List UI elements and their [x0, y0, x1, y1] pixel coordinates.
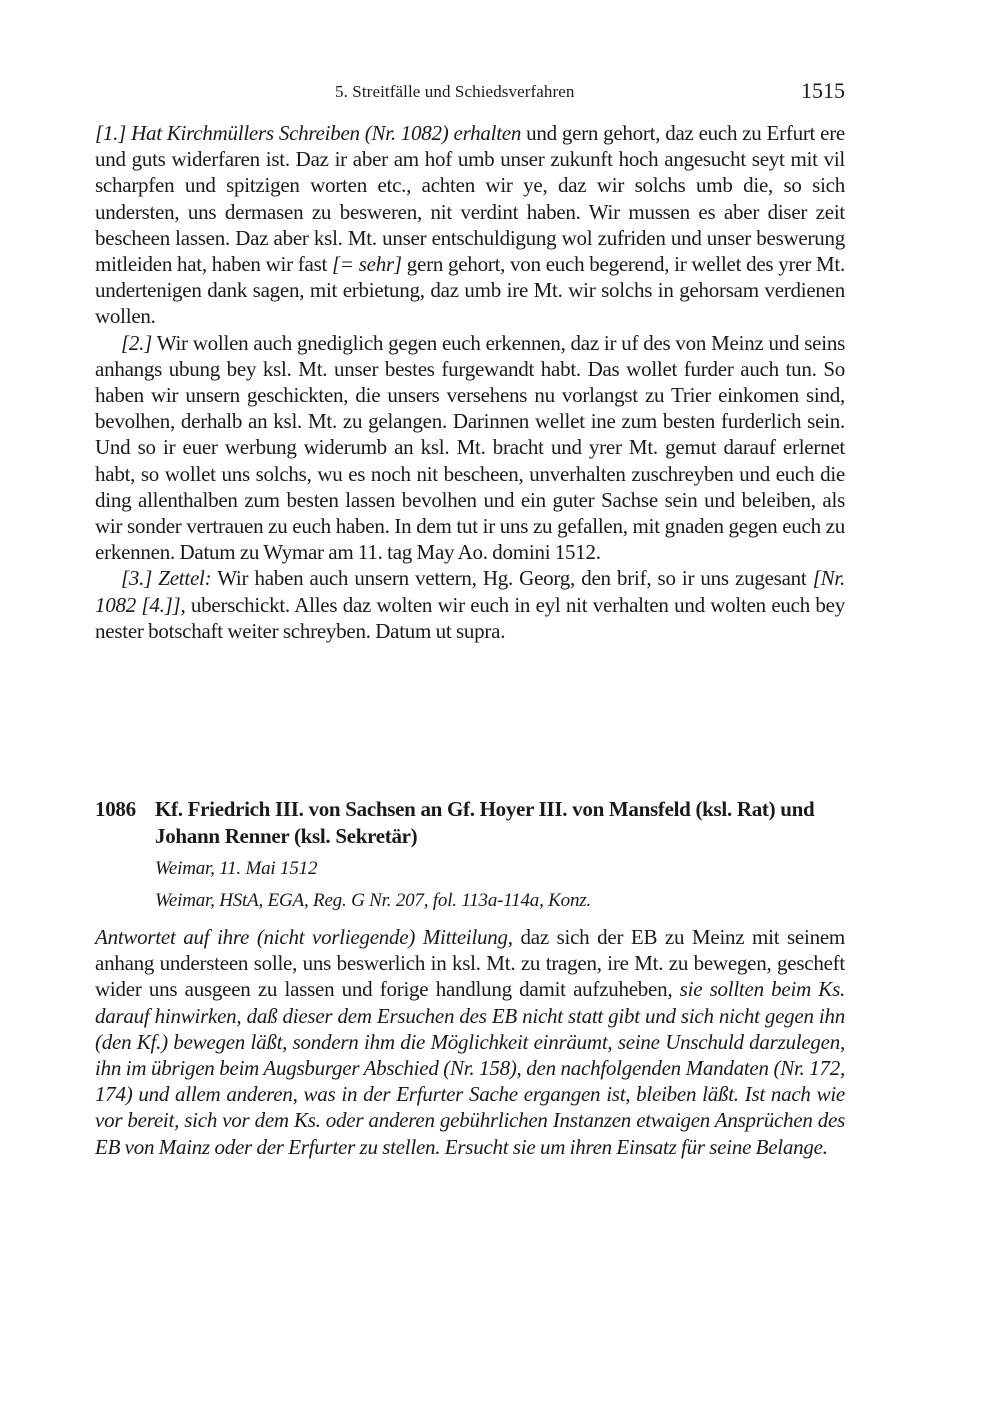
paragraph-3-text-b: , uberschickt. Alles daz wolten wir euch in eyl nit verhalten und wolten euch bey nester botschaft weiter schreyben. Datum ut supra. — [95, 592, 845, 643]
regest-italic-rest: , sie sollten beim Ks. darauf hinwirken, daß dieser dem Ersuchen des EB nicht statt gibt und sich nicht gegen ihn (den Kf.) bewegen läßt, sondern ihm die Möglichkeit einräumt, seine Unschuld darzulegen, ihn im übrigen beim Augsburger Abschied (Nr. 158), den nachfolgenden Mandaten (Nr. 172, 174) und allem anderen, was in der Erfurter Sache ergangen ist, bleiben läßt. Ist nach wie vor bereit, sich vor dem Ks. oder anderen gebührlichen Instanzen etwaigen Ansprüchen des EB von Mainz oder der Erfurter zu stellen. Ersucht sie um ihren Einsatz für seine Belange. — [95, 977, 845, 1159]
document-source: Weimar, HStA, EGA, Reg. G Nr. 207, fol. 113a-114a, Konz. — [155, 890, 591, 911]
paragraph-2-italic-lead: [2.] — [121, 330, 153, 355]
document-regest — [95, 924, 845, 1160]
paragraph-3-italic-lead: [3.] Zettel: — [121, 566, 212, 591]
paragraph-2 — [95, 330, 845, 566]
page-number: 1515 — [801, 78, 845, 103]
letter-continuation — [95, 120, 845, 644]
paragraph-1-text-a: und gern gehort, daz euch zu Erfurt ere und guts widerfaren ist. Daz ir aber am hof umb unser zukunft hoch angesucht seyt mit vil scharpfen und spitzigen worten etc., achten wir ye, daz wir solchs umb die, so sich understen, uns dermasen zu besweren, nit verdint haben. Wir mussen es aber diser zeit bescheen lassen. Daz aber ksl. Mt. unser entschuldigung wol zufriden und unser beswerung mitleiden hat, haben wir fast — [95, 121, 846, 277]
paragraph-1-text-b: gern gehort, von euch begerend, ir wellet des yrer Mt. undertenigen dank sagen, mit erbietung, daz umb ire Mt. wir solchs in gehorsam verdienen wollen. — [95, 252, 845, 329]
regest-italic-lead: Antwortet auf ihre (nicht vorliegende) Mitteilung, — [95, 925, 513, 949]
document-heading — [95, 796, 845, 849]
cross-reference: [Nr. 1082 [4.]] — [95, 566, 845, 617]
document-title: Kf. Friedrich III. von Sachsen an Gf. Hoyer III. von Mansfeld (ksl. Rat) und Johann Renner (ksl. Sekretär) — [155, 797, 815, 848]
document-date-place: Weimar, 11. Mai 1512 — [155, 858, 318, 879]
regest-paragraph — [95, 924, 845, 1160]
paragraph-3-text-a: Wir haben auch unsern vettern, Hg. Georg, den brif, so ir uns zugesant — [211, 566, 813, 591]
paragraph-2-text: Wir wollen auch gnediglich gegen euch erkennen, daz ir uf des von Meinz und seins anhangs ubung bey ksl. Mt. unser bestes furgewandt habt. Das wollet furder auch tun. So haben wir unsern geschickten, die unsers versehens nu vorlangst zu Trier einkomen sind, bevolhen, derhalb an ksl. Mt. zu gelangen. Darinnen wellet ine zum besten furderlich sein. Und so ir euer werbung widerumb an ksl. Mt. bracht und yrer Mt. gemut darauf erlernet habt, so wollet uns solchs, wu es noch nit bescheen, unverhalten zuschreyben und euch die ding allenthalben zum besten lassen bevolhen und ein guter Sachse sein und beleiben, als wir sonder vertrauen zu euch haben. In dem tut ir uns zu gefallen, mit gnaden gegen euch zu erkennen. Datum zu Wymar am 11. tag May Ao. domini 1512. — [95, 330, 845, 565]
paragraph-1-italic-lead: [1.] Hat Kirchmüllers Schreiben (Nr. 1082) erhalten — [95, 121, 522, 145]
running-title: 5. Streitfälle und Schiedsverfahren — [335, 82, 575, 101]
document-number: 1086 — [95, 797, 136, 821]
regest-quote: daz sich der EB zu Meinz mit seinem anhang understeen solle, uns beswerlich in ksl. Mt. zu tragen, ire Mt. zu bewegen, gescheft wider uns ausgeen zu lassen und forige handlung damit aufzuheben — [95, 925, 845, 1002]
paragraph-1 — [95, 120, 845, 330]
editorial-gloss: [= sehr] — [332, 252, 402, 277]
page-header — [95, 78, 845, 108]
paragraph-3 — [95, 565, 845, 644]
